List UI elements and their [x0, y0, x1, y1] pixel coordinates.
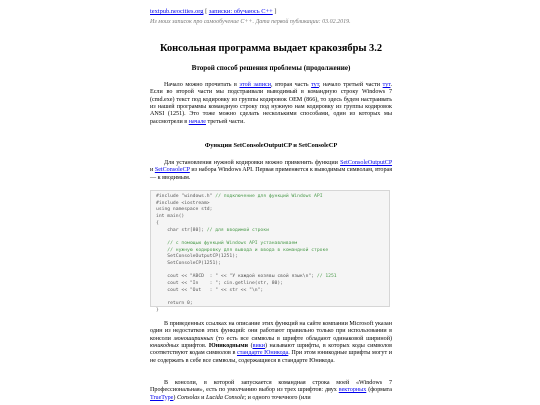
link-part-two[interactable]: тут	[311, 82, 319, 88]
code-comment: // подключение для функций Windows API	[212, 194, 323, 199]
code-comment: // для вводимой строки	[203, 227, 269, 233]
breadcrumb-close: ]	[274, 8, 277, 15]
link-unicode-standard[interactable]: стандарте Юникода	[236, 350, 289, 357]
link-setconsolecp[interactable]: SetConsoleCP	[154, 167, 190, 174]
code-comment: // 1251	[314, 274, 337, 280]
link-setconsoleoutputcp[interactable]: SetConsoleOutputCP	[340, 160, 392, 166]
code-line: cout << "ABCD : " << "У каждой козявы свой язык\n";	[156, 274, 315, 280]
text: , вторая часть	[271, 82, 312, 88]
paragraph-functions	[150, 160, 392, 182]
page-subtitle: Второй способ решения проблемы (продолжение)	[191, 64, 351, 72]
code-line: cout << "In : "; cin.getline(str, 80);	[156, 281, 283, 287]
series-note: Из моих записок про самообучение C++. Дата первой публикации:	[150, 19, 321, 25]
emphasis: Lucida Console	[205, 394, 245, 401]
text: . При этом юникодные шрифты могут и не содержать в себе все символы, содержащиеся в стандарте Юникода.	[150, 350, 392, 364]
code-line: using namespace std;	[156, 207, 213, 213]
code-comment: // с помощью функций Windows API устанавливаем	[156, 240, 298, 246]
code-line: {	[156, 220, 159, 226]
code-listing	[156, 194, 384, 315]
code-line: char str[80];	[156, 227, 204, 233]
paragraph-intro	[150, 82, 392, 126]
link-part-three[interactable]: тут	[382, 82, 391, 88]
text: третьей части.	[206, 118, 245, 125]
code-comment: // нужную кодировку для вывода и ввода в командной строке	[156, 247, 329, 253]
text: и	[199, 394, 206, 401]
text: (	[248, 343, 253, 350]
emphasis: Consolas	[176, 394, 200, 401]
code-line: cout << "Out : " << str << "\n";	[156, 287, 264, 293]
paragraph-unicode-fonts	[150, 321, 392, 365]
text: шрифтов.	[178, 343, 209, 350]
text: )	[173, 394, 177, 401]
code-line: SetConsoleOutputCP(1251);	[156, 254, 238, 260]
text: Начало можно прочитать в	[164, 82, 240, 88]
text: из набора Windows API. Первая применяется к выводимым символам, вторая — к вводимым.	[150, 167, 392, 181]
text: (то есть все символы в шрифте обладают одинаковой шириной)	[213, 335, 392, 342]
section-heading: Функции SetConsoleOutputCP и SetConsoleCP	[204, 142, 338, 149]
code-line: SetConsoleCP(1251);	[156, 261, 221, 267]
link-truetype[interactable]: TrueType	[150, 394, 174, 401]
text: В консоли, в которой запускается командная строка моей «Windows 7 Профессиональная», есть по умолчанию выбор из трех шрифтов: двух	[150, 380, 392, 394]
breadcrumb	[150, 8, 392, 16]
code-block	[150, 190, 390, 313]
site-link[interactable]: textpub.neocities.org	[150, 8, 204, 15]
link-this-post[interactable]: этой записи	[239, 82, 272, 88]
text: . Если во второй части мы подстраивали выводимый в командную строку Windows 7 (cmd.exe) текст под кодировку из группы кодировок OEM (866), то здесь будем настраивать из нашей программы командную строку под нужную нам кодировку из группы кодировок ANSI (1251). Это тоже можно сделать несколькими способами, один из которых мы рассмотрели в	[150, 82, 393, 125]
text: ; и одного точечного (или	[244, 394, 311, 401]
code-line: }	[156, 307, 159, 313]
link-vector[interactable]: векторных	[338, 387, 367, 394]
link-wiki[interactable]: вики	[252, 343, 265, 350]
code-line: return 0;	[156, 301, 193, 307]
publication-date: 03.02.2019.	[322, 19, 351, 25]
text: , начало третьей части	[318, 82, 383, 88]
emphasis: моноширинных	[173, 335, 214, 342]
text: В приведенных ссылках на описание этих функций на сайте компании Microsoft указан один из недостатков этих функций: они работают правильно только при использовании в консоли	[150, 321, 392, 342]
code-line: int main()	[156, 214, 185, 220]
code-line: #include <iostream>	[156, 200, 210, 206]
breadcrumb-separator: [	[205, 8, 208, 15]
emphasis: юникодных	[150, 343, 179, 350]
text: и	[150, 167, 155, 174]
text: (формата	[366, 387, 392, 394]
strong: Юникодными	[208, 343, 249, 350]
page-title: Консольная программа выдает кракозябры 3.2	[159, 43, 383, 54]
text: Для установления нужной кодировки можно применить функции	[164, 160, 341, 166]
text: ) называют шрифты, в которых коды символов соответствуют кодам символов в	[150, 343, 392, 357]
link-beginning[interactable]: начале	[188, 118, 206, 125]
publication-note	[150, 19, 392, 27]
paragraph-console-fonts	[150, 380, 392, 402]
code-line: #include "windows.h"	[156, 194, 213, 199]
section-link[interactable]: записки: обучаюсь C++	[208, 8, 273, 15]
